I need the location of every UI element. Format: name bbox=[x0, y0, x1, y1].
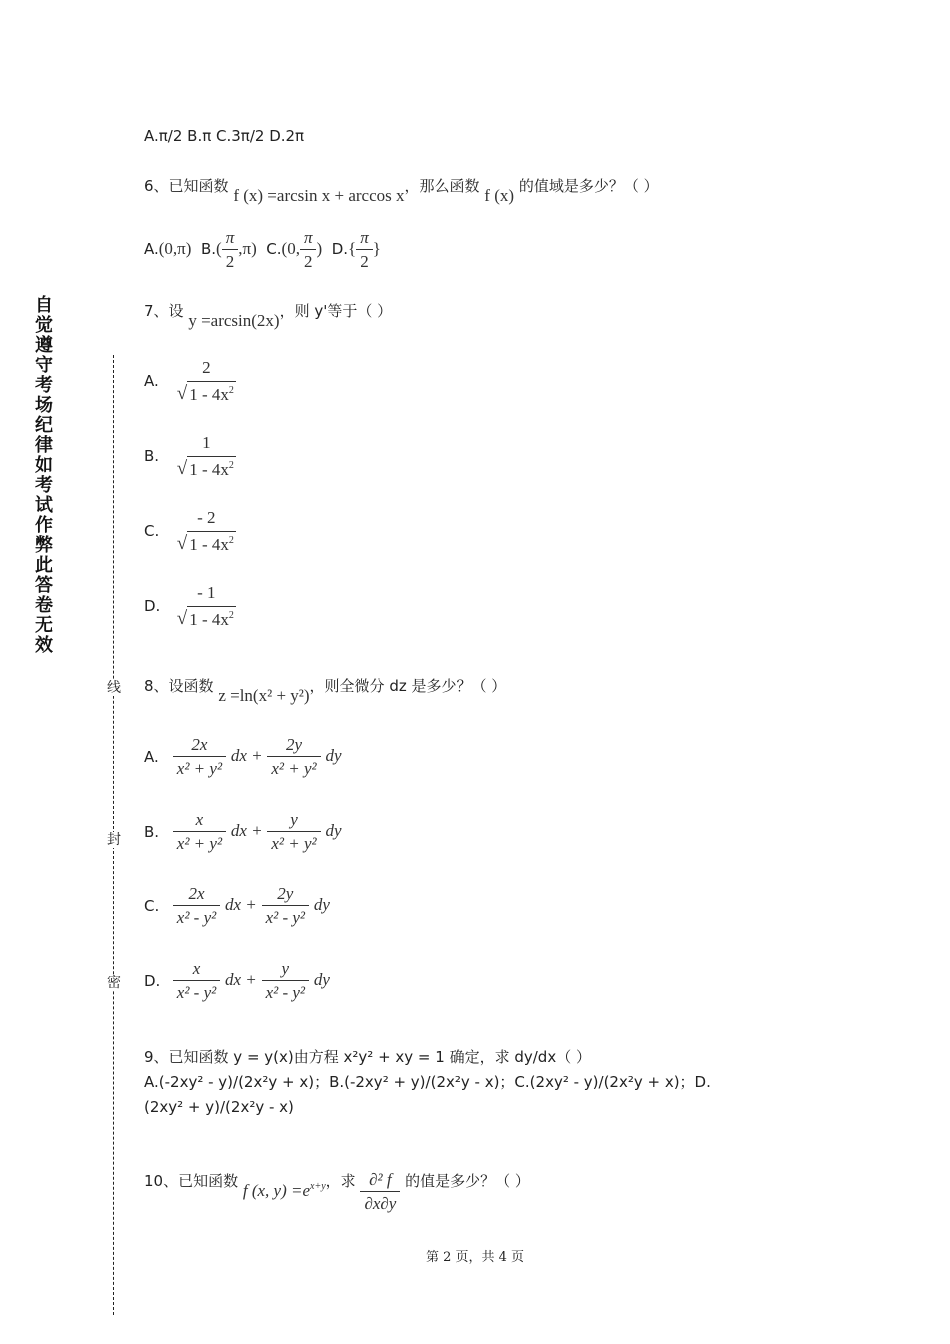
q6-suffix: 的值域是多少？（ ） bbox=[518, 177, 659, 195]
q8-option-a-frac2 bbox=[267, 735, 320, 778]
q8-option-d-den2: x² - y² bbox=[262, 980, 309, 1002]
q7-option-b-exponent: 2 bbox=[228, 460, 234, 471]
q8-option-d-num1: x bbox=[192, 959, 201, 978]
q7-option-a-exponent: 2 bbox=[228, 385, 234, 396]
q7-option-a-fraction bbox=[173, 358, 240, 403]
q10-suffix: 的值是多少？（ ） bbox=[405, 1172, 530, 1190]
q8-prefix: 8、设函数 bbox=[144, 677, 214, 695]
q6-option-b-label: B. bbox=[200, 240, 217, 258]
q6-option-c-num: π bbox=[303, 228, 313, 247]
q8-option-d-den1: x² - y² bbox=[173, 980, 220, 1002]
q8-option-a-term2: dy bbox=[325, 746, 342, 765]
q8-option-b-den2: x² + y² bbox=[267, 831, 320, 853]
q8-option-b-frac2 bbox=[267, 810, 320, 853]
q7-option-b-num: 1 bbox=[202, 433, 211, 452]
q8-option-b-den1: x² + y² bbox=[173, 831, 226, 853]
q8-option-d-term2: dy bbox=[313, 970, 330, 989]
q7-option-d-den: √ $1 - 4x^2$ bbox=[176, 608, 234, 629]
q7-option-b-fraction bbox=[173, 433, 240, 478]
q7-option-d-num: - 1 bbox=[197, 583, 216, 602]
q6-option-d-label: D. bbox=[331, 240, 349, 258]
q7-option-a bbox=[144, 358, 240, 403]
q7-function: y =arcsin(2x) bbox=[188, 311, 280, 330]
q8-option-d-frac2 bbox=[262, 959, 309, 1002]
q8-option-a-num1: 2x bbox=[191, 735, 208, 754]
q6-option-d-den: 2 bbox=[356, 249, 373, 271]
q7-option-a-den: √ $1 - 4x^2$ bbox=[176, 383, 234, 404]
q8-option-a-term1: dx + bbox=[230, 746, 263, 765]
q6-middle: ，那么函数 bbox=[404, 177, 480, 195]
q8-option-c-den1: x² - y² bbox=[173, 905, 220, 927]
q8-option-b-label: B. bbox=[144, 822, 160, 841]
q7-option-b-den: √ $1 - 4x^2$ bbox=[176, 458, 234, 479]
q7-suffix: ，则 y'等于（ ） bbox=[279, 302, 393, 320]
q10-function bbox=[243, 1181, 326, 1200]
q10-function-exponent: x+y bbox=[310, 1181, 326, 1192]
q7-option-b-label: B. bbox=[144, 446, 160, 465]
q8-option-c bbox=[144, 884, 330, 927]
q7-option-c-fraction bbox=[173, 508, 240, 553]
q7-prefix: 7、设 bbox=[144, 302, 184, 320]
q6-option-c-close: ) bbox=[316, 239, 323, 258]
q6-option-d-close: } bbox=[372, 239, 381, 258]
q8-option-d-label: D. bbox=[144, 971, 161, 990]
q6-function: f (x) =arcsin x + arccos x bbox=[233, 186, 405, 205]
q7-option-d-fraction bbox=[173, 583, 240, 628]
q6-options bbox=[144, 228, 381, 271]
q10-derivative-den: ∂x∂y bbox=[360, 1191, 400, 1213]
q6-option-c-label: C. bbox=[266, 240, 282, 258]
q7-option-a-label: A. bbox=[144, 371, 159, 390]
question-6 bbox=[144, 176, 659, 205]
q10-function-base: f (x, y) =e bbox=[242, 1181, 311, 1200]
q8-option-c-frac1 bbox=[173, 884, 220, 927]
question-7 bbox=[144, 301, 393, 330]
q6-option-d-open: { bbox=[348, 239, 357, 258]
q6-prefix: 6、已知函数 bbox=[144, 177, 229, 195]
q6-option-c-fraction bbox=[300, 228, 317, 271]
q6-option-d-fraction bbox=[356, 228, 373, 271]
q7-option-a-radicand: 1 - 4x bbox=[189, 385, 229, 404]
q6-option-b-num: π bbox=[225, 228, 235, 247]
q10-prefix: 10、已知函数 bbox=[144, 1172, 239, 1190]
q6-option-c-den: 2 bbox=[300, 249, 317, 271]
q6-option-a-label: A. bbox=[144, 240, 159, 258]
cut-label-secret: 密 bbox=[107, 975, 121, 991]
q7-option-b-radicand: 1 - 4x bbox=[189, 460, 229, 479]
q7-option-c-label: C. bbox=[144, 521, 160, 540]
q8-option-a bbox=[144, 735, 341, 778]
q6-option-c-open: (0, bbox=[281, 239, 300, 258]
q7-option-c-den: √ $1 - 4x^2$ bbox=[176, 533, 234, 554]
q7-option-d bbox=[144, 583, 240, 628]
q8-option-c-den2: x² - y² bbox=[262, 905, 309, 927]
q7-option-c-exponent: 2 bbox=[228, 535, 234, 546]
cut-label-line: 线 bbox=[107, 680, 121, 696]
q7-option-c bbox=[144, 508, 240, 553]
q8-option-c-term2: dy bbox=[313, 895, 330, 914]
q8-option-d-frac1 bbox=[173, 959, 220, 1002]
q8-function: z =ln(x² + y²) bbox=[218, 686, 310, 705]
question-8 bbox=[144, 676, 507, 705]
q7-option-d-exponent: 2 bbox=[228, 610, 234, 621]
cut-label-seal: 封 bbox=[107, 832, 121, 848]
q8-option-d bbox=[144, 959, 330, 1002]
q8-option-b-term2: dy bbox=[325, 821, 342, 840]
q8-option-b-term1: dx + bbox=[230, 821, 263, 840]
q8-option-d-num2: y bbox=[281, 959, 290, 978]
q8-option-a-frac1 bbox=[173, 735, 226, 778]
q6-option-d-num: π bbox=[360, 228, 369, 247]
q8-option-b-frac1 bbox=[173, 810, 226, 853]
q9-options-line1: A.(-2xy² - y)/(2x²y + x)；B.(-2xy² + y)/(2x²y - x)；C.(2xy² - y)/(2x²y + x)；D. bbox=[144, 1073, 711, 1091]
q6-option-b-den: 2 bbox=[222, 249, 239, 271]
q10-derivative bbox=[360, 1170, 400, 1213]
q8-option-c-term1: dx + bbox=[225, 895, 257, 914]
q8-option-c-frac2 bbox=[262, 884, 309, 927]
q8-option-a-label: A. bbox=[144, 747, 159, 766]
q5-options: A.π/2 B.π C.3π/2 D.2π bbox=[144, 127, 305, 145]
question-10 bbox=[144, 1160, 530, 1213]
q8-option-b-num2: y bbox=[290, 810, 298, 829]
q9-options-line2: (2xy² + y)/(2x²y - x) bbox=[144, 1098, 294, 1116]
q8-option-a-den1: x² + y² bbox=[173, 756, 226, 778]
q8-option-a-den2: x² + y² bbox=[267, 756, 320, 778]
q10-derivative-num: ∂² f bbox=[369, 1170, 392, 1189]
q8-option-b bbox=[144, 810, 341, 853]
q8-suffix: ，则全微分 dz 是多少？（ ） bbox=[309, 677, 507, 695]
q7-option-a-num: 2 bbox=[202, 358, 211, 377]
page-footer: 第 2 页，共 4 页 bbox=[425, 1250, 525, 1265]
q7-option-d-radicand: 1 - 4x bbox=[189, 610, 229, 629]
q7-option-d-label: D. bbox=[144, 596, 161, 615]
q6-option-b-close: ,π) bbox=[238, 239, 257, 258]
q6-option-b-open: ( bbox=[216, 239, 222, 258]
q6-function-ref: f (x) bbox=[484, 186, 515, 205]
q6-option-b-fraction bbox=[222, 228, 239, 271]
q7-option-c-radicand: 1 - 4x bbox=[189, 535, 229, 554]
q10-middle: ，求 bbox=[325, 1172, 356, 1190]
exam-rule-warning: 自觉遵守考场纪律如考试作弊此答卷无效 bbox=[35, 295, 53, 656]
q8-option-b-num1: x bbox=[195, 810, 204, 829]
q8-option-a-num2: 2y bbox=[286, 735, 303, 754]
q7-option-b bbox=[144, 433, 240, 478]
q8-option-d-term1: dx + bbox=[225, 970, 257, 989]
q7-option-c-num: - 2 bbox=[197, 508, 216, 527]
q6-option-a-value: (0,π) bbox=[158, 239, 192, 258]
question-9: 9、已知函数 y = y(x)由方程 x²y² + xy = 1 确定，求 dy/dx（ ） bbox=[144, 1048, 591, 1066]
q8-option-c-num2: 2y bbox=[277, 884, 294, 903]
q8-option-c-num1: 2x bbox=[188, 884, 205, 903]
q8-option-c-label: C. bbox=[144, 896, 160, 915]
